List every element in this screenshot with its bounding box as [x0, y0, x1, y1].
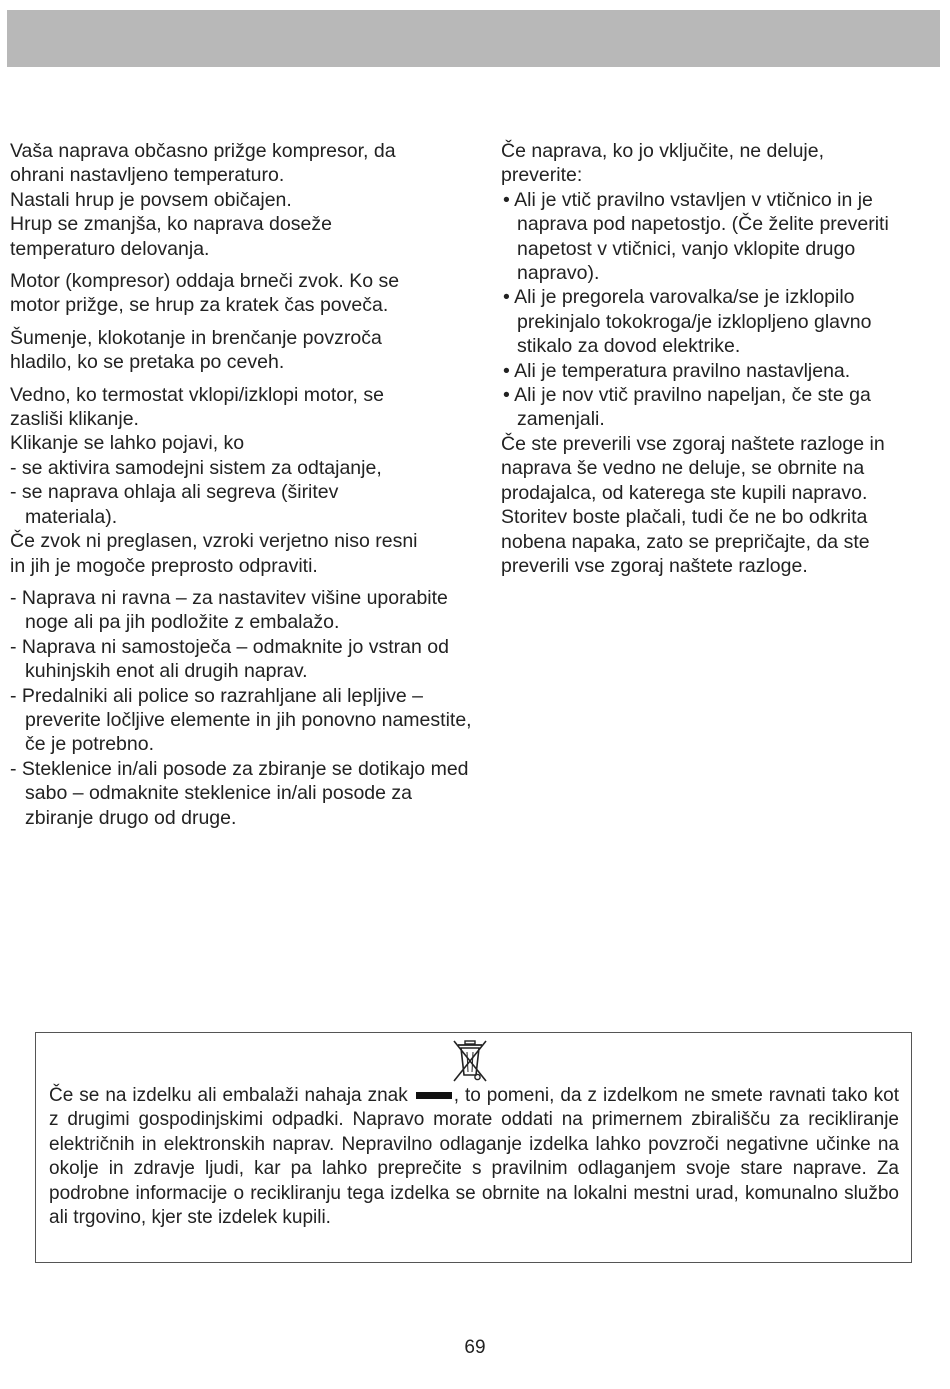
left-column	[10, 139, 475, 830]
page-number: 69	[464, 1337, 486, 1358]
list-item: - se aktivira samodejni sistem za odtajanje,	[10, 456, 382, 479]
paragraph: Vedno, ko termostat vklopi/izklopi motor, se zasliši klikanje. Klikanje se lahko pojavi, ko	[10, 383, 384, 455]
header-bar	[7, 10, 940, 67]
crossed-out-wheeled-bin-icon	[451, 1039, 489, 1085]
bullet-item: • Ali je vtič pravilno vstavljen v vtičnico in je naprava pod napetostjo. (Če želite preveriti napetost v vtičnici, vanjo vklopite drugo napravo).	[503, 188, 889, 285]
list-item: - Naprava ni samostoječa – odmaknite jo vstran od kuhinjskih enot ali drugih naprav.	[10, 635, 449, 683]
paragraph: Če zvok ni preglasen, vzroki verjetno niso resni in jih je mogoče preprosto odpraviti.	[10, 530, 418, 577]
list-item: - Naprava ni ravna – za nastavitev višine uporabite noge ali pa jih podložite z embalažo.	[10, 586, 448, 634]
bullet-item: • Ali je pregorela varovalka/se je izklopilo prekinjalo tokokroga/je izklopljeno glavno stikalo za dovod elektrike.	[503, 286, 872, 358]
paragraph: Šumenje, klokotanje in brenčanje povzroča hladilo, ko se pretaka po ceveh.	[10, 326, 382, 374]
list-item: - se naprava ohlaja ali segreva (širitev materiala).	[10, 481, 339, 528]
weee-bar-symbol	[416, 1092, 452, 1099]
bullet-item: • Ali je nov vtič pravilno napeljan, če ste ga zamenjali.	[503, 384, 871, 431]
paragraph: Motor (kompresor) oddaja brneči zvok. Ko se motor prižge, se hrup za kratek čas poveča.	[10, 270, 400, 317]
right-column	[501, 139, 931, 578]
paragraph: Če naprava, ko jo vključite, ne deluje, preverite:	[501, 140, 825, 187]
paragraph: Vaša naprava občasno prižge kompresor, da ohrani nastavljeno temperaturo. Nastali hrup je povsem običajen. Hrup se zmanjša, ko naprava doseže temperaturo delovanja.	[10, 140, 396, 260]
weee-notice-text: Če se na izdelku ali embalaži nahaja znak , to pomeni, da z izdelkom ne smete ravnati tako kot z drugimi gospodinjskimi odpadki. Napravo morate oddati na primernem zbirališču za recikliranje električnih in elektronskih naprav. Nepravilno odlaganje izdelka lahko povzroči negativne učinke na okolje in zdravje ljudi, kar pa lahko preprečite s pravilnim odlaganjem svoje stare naprave. Za podrobne informacije o recikliranju tega izdelka se obrnite na lokalni mestni urad, komunalno službo ali trgovino, kjer ste izdelek kupili.	[49, 1085, 899, 1229]
bullet-item: • Ali je temperatura pravilno nastavljena.	[503, 359, 851, 382]
list-item: - Steklenice in/ali posode za zbiranje se dotikajo med sabo – odmaknite steklenice in/ali posode za zbiranje drugo od druge.	[10, 757, 469, 829]
weee-notice-box	[35, 1032, 912, 1263]
list-item: - Predalniki ali police so razrahljane ali lepljive – preverite ločljive elemente in jih ponovno namestite, če je potrebno.	[10, 684, 472, 756]
paragraph: Če ste preverili vse zgoraj naštete razloge in naprava še vedno ne deluje, se obrnite na prodajalca, od katerega ste kupili napravo. Storitev boste plačali, tudi če ne bo odkrita nobena napaka, zato se prepričajte, da ste preverili vse zgoraj naštete razloge.	[501, 432, 885, 577]
